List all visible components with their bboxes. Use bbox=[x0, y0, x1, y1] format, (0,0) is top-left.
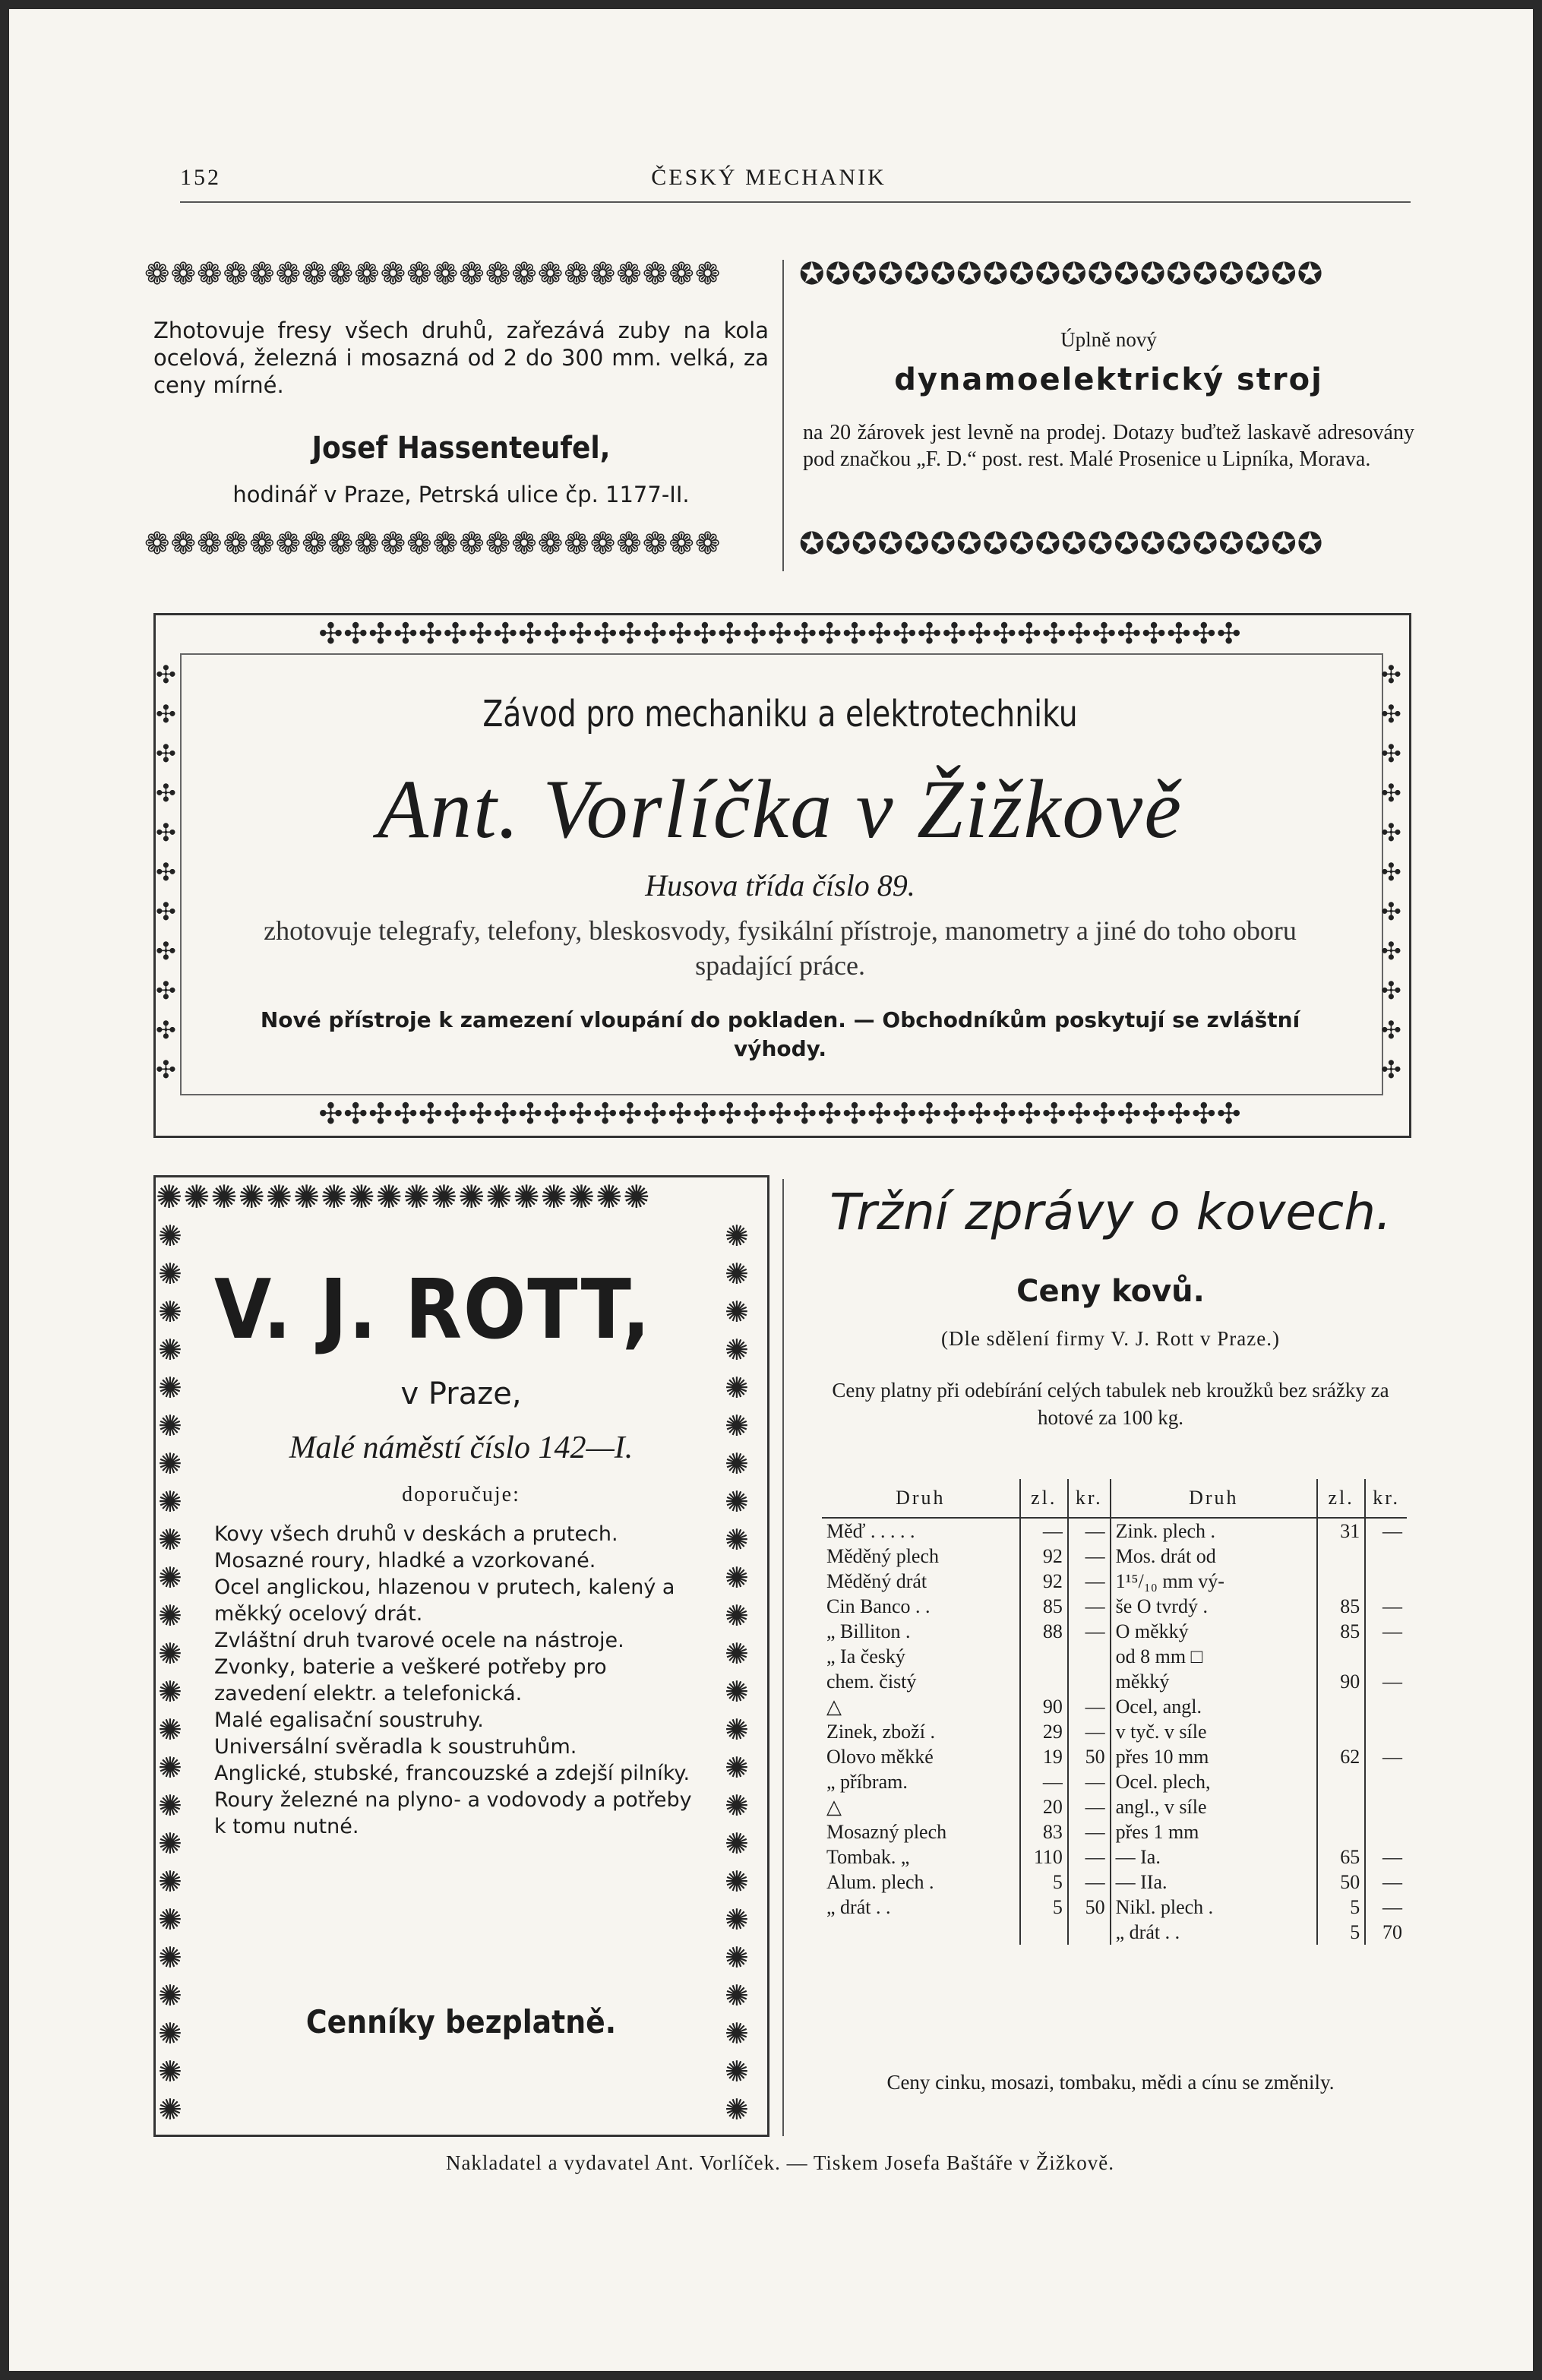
table-cell: „ příbram. bbox=[826, 1771, 908, 1793]
dynamo-title: dynamoelektrický stroj bbox=[894, 362, 1323, 397]
table-row bbox=[822, 1544, 1407, 1569]
table-cell bbox=[1365, 1569, 1407, 1594]
table-cell: — bbox=[1020, 1518, 1068, 1544]
list-item: Universální svěradla k soustruhům. bbox=[214, 1735, 577, 1759]
price-table bbox=[822, 1479, 1407, 1945]
table-cell: 20 bbox=[1020, 1794, 1068, 1819]
table-cell bbox=[1317, 1644, 1365, 1669]
table-row bbox=[822, 1619, 1407, 1644]
list-item: Zvláštní druh tvarové ocele na nástroje. bbox=[214, 1629, 624, 1652]
list-item: Mosazné roury, hladké a vzorkované. bbox=[214, 1549, 596, 1572]
header-rule bbox=[180, 201, 1411, 203]
rott-items bbox=[214, 1521, 693, 1840]
table-header-row bbox=[822, 1479, 1407, 1518]
list-item: Anglické, stubské, francouzské a zdejší pilníky. bbox=[214, 1762, 690, 1785]
table-row bbox=[822, 1594, 1407, 1619]
list-item: Roury železné na plyno- a vodovody a potřeby k tomu nutné. bbox=[214, 1788, 692, 1838]
table-cell bbox=[822, 1920, 1020, 1945]
ornament-border-bottom-right: ✪✪✪✪✪✪✪✪✪✪✪✪✪✪✪✪✪✪✪✪ bbox=[799, 526, 1324, 561]
table-cell: — bbox=[1068, 1619, 1111, 1644]
table-row bbox=[822, 1719, 1407, 1744]
table-cell: 5 bbox=[1020, 1895, 1068, 1920]
table-cell: △ bbox=[826, 1796, 842, 1818]
table-cell bbox=[1365, 1719, 1407, 1744]
table-cell bbox=[1365, 1544, 1407, 1569]
table-cell bbox=[1068, 1920, 1111, 1945]
table-row bbox=[822, 1870, 1407, 1895]
price-table-body bbox=[822, 1518, 1407, 1945]
vorlicka-note: Nové přístroje k zamezení vloupání do pokladen. — Obchodníkům poskytují se zvláštní výhody. bbox=[260, 1007, 1300, 1061]
table-cell bbox=[1317, 1569, 1365, 1594]
market-title: Tržní zprávy o kovech. bbox=[829, 1183, 1392, 1241]
column-header: kr. bbox=[1068, 1479, 1111, 1518]
table-cell bbox=[1317, 1694, 1365, 1719]
vorlicka-address: Husova třída číslo 89. bbox=[645, 868, 915, 902]
table-row bbox=[822, 1769, 1407, 1794]
market-footnote: Ceny cinku, mosazi, tombaku, mědi a cínu se změnily. bbox=[886, 2071, 1335, 2094]
table-cell: — bbox=[1068, 1844, 1111, 1870]
table-cell: Cin Banco . . bbox=[826, 1595, 931, 1617]
column-header: zl. bbox=[1020, 1479, 1068, 1518]
table-cell: měkký bbox=[1111, 1669, 1317, 1694]
table-cell: Zink. plech . bbox=[1111, 1518, 1317, 1544]
table-row bbox=[822, 1569, 1407, 1594]
table-cell: 92 bbox=[1020, 1569, 1068, 1594]
table-cell: v tyč. v síle bbox=[1111, 1719, 1317, 1744]
rott-city: v Praze, bbox=[400, 1376, 522, 1411]
table-cell: 83 bbox=[1020, 1819, 1068, 1844]
table-cell: — bbox=[1068, 1870, 1111, 1895]
table-cell: — IIa. bbox=[1111, 1870, 1317, 1895]
table-cell: přes 10 mm bbox=[1111, 1744, 1317, 1769]
table-cell: Tombak. „ bbox=[826, 1846, 910, 1868]
table-cell: 1¹⁵/₁₀ mm vý- bbox=[1111, 1569, 1317, 1594]
table-cell bbox=[1365, 1644, 1407, 1669]
vorlicka-heading: Závod pro mechaniku a elektrotechniku bbox=[482, 693, 1078, 735]
table-cell: O měkký bbox=[1111, 1619, 1317, 1644]
table-cell bbox=[1365, 1694, 1407, 1719]
table-cell: 29 bbox=[1020, 1719, 1068, 1744]
table-cell: — bbox=[1365, 1844, 1407, 1870]
table-cell: „ Ia český bbox=[826, 1645, 905, 1667]
table-cell bbox=[1365, 1819, 1407, 1844]
hassenteufel-text: Zhotovuje fresy všech druhů, zařezává zuby na kola ocelová, železná i mosazná od 2 do 300 mm. velká, za ceny mírné. bbox=[153, 318, 769, 398]
table-cell bbox=[1317, 1719, 1365, 1744]
table-cell: — bbox=[1068, 1794, 1111, 1819]
table-cell: — bbox=[1365, 1744, 1407, 1769]
table-cell: — bbox=[1068, 1769, 1111, 1794]
table-cell: — bbox=[1365, 1594, 1407, 1619]
table-cell: 5 bbox=[1317, 1895, 1365, 1920]
table-cell: — bbox=[1068, 1819, 1111, 1844]
table-cell bbox=[1317, 1544, 1365, 1569]
ornament-border-bottom-left: ❁❁❁❁❁❁❁❁❁❁❁❁❁❁❁❁❁❁❁❁❁❁ bbox=[144, 526, 722, 561]
table-cell: Mosazný plech bbox=[826, 1821, 947, 1843]
table-cell: angl., v síle bbox=[1111, 1794, 1317, 1819]
table-cell: chem. čistý bbox=[826, 1670, 917, 1693]
running-title: ČESKÝ MECHANIK bbox=[651, 165, 886, 190]
column-header: kr. bbox=[1365, 1479, 1407, 1518]
table-cell: 50 bbox=[1317, 1870, 1365, 1895]
table-row bbox=[822, 1895, 1407, 1920]
table-cell bbox=[1020, 1920, 1068, 1945]
rott-border-right: ✺ ✺ ✺ ✺ ✺ ✺ ✺ ✺ ✺ ✺ ✺ ✺ ✺ ✺ ✺ ✺ ✺ ✺ ✺ ✺ ✺ ✺ ✺ ✺ bbox=[725, 1219, 750, 2126]
page-number: 152 bbox=[180, 165, 221, 190]
table-cell: — bbox=[1365, 1870, 1407, 1895]
table-cell: △ bbox=[826, 1696, 842, 1718]
table-cell: Olovo měkké bbox=[826, 1746, 934, 1768]
vorlicka-border-top: ✣✣✣✣✣✣✣✣✣✣✣✣✣✣✣✣✣✣✣✣✣✣✣✣✣✣✣✣✣✣✣✣✣✣✣✣✣ bbox=[318, 617, 1242, 650]
table-cell: — bbox=[1068, 1569, 1111, 1594]
table-cell: 50 bbox=[1068, 1744, 1111, 1769]
table-cell bbox=[1317, 1794, 1365, 1819]
table-cell bbox=[1068, 1669, 1111, 1694]
table-cell: 90 bbox=[1020, 1694, 1068, 1719]
table-cell: — bbox=[1365, 1518, 1407, 1544]
table-cell: přes 1 mm bbox=[1111, 1819, 1317, 1844]
table-row bbox=[822, 1694, 1407, 1719]
dynamo-intro: Úplně nový bbox=[1060, 328, 1157, 351]
table-cell: še O tvrdý . bbox=[1111, 1594, 1317, 1619]
table-row bbox=[822, 1744, 1407, 1769]
table-cell: 62 bbox=[1317, 1744, 1365, 1769]
market-note: Ceny platny při odebírání celých tabulek neb kroužků bez srážky za hotové za 100 kg. bbox=[832, 1379, 1389, 1429]
table-row bbox=[822, 1844, 1407, 1870]
table-cell: „ Billiton . bbox=[826, 1620, 911, 1642]
table-cell: — bbox=[1365, 1619, 1407, 1644]
table-cell: 19 bbox=[1020, 1744, 1068, 1769]
hassenteufel-address: hodinář v Praze, Petrská ulice čp. 1177-II. bbox=[232, 482, 690, 507]
list-item: Malé egalisační soustruhy. bbox=[214, 1708, 484, 1732]
table-cell: 5 bbox=[1317, 1920, 1365, 1945]
table-cell: — bbox=[1365, 1895, 1407, 1920]
market-source: (Dle sdělení firmy V. J. Rott v Praze.) bbox=[941, 1327, 1280, 1350]
price-table-wrap bbox=[822, 1479, 1407, 1945]
table-cell: 31 bbox=[1317, 1518, 1365, 1544]
table-row bbox=[822, 1669, 1407, 1694]
table-cell: Ocel. plech, bbox=[1111, 1769, 1317, 1794]
rott-border-left: ✺ ✺ ✺ ✺ ✺ ✺ ✺ ✺ ✺ ✺ ✺ ✺ ✺ ✺ ✺ ✺ ✺ ✺ ✺ ✺ ✺ ✺ ✺ ✺ bbox=[158, 1219, 183, 2126]
table-cell bbox=[1317, 1769, 1365, 1794]
vorlicka-border-left: ✣ ✣ ✣ ✣ ✣ ✣ ✣ ✣ ✣ ✣ ✣ bbox=[156, 660, 177, 1084]
table-row bbox=[822, 1518, 1407, 1544]
table-cell: — bbox=[1365, 1669, 1407, 1694]
vorlicka-border-bottom: ✣✣✣✣✣✣✣✣✣✣✣✣✣✣✣✣✣✣✣✣✣✣✣✣✣✣✣✣✣✣✣✣✣✣✣✣✣ bbox=[318, 1097, 1242, 1130]
table-cell: 70 bbox=[1365, 1920, 1407, 1945]
column-header: Druh bbox=[822, 1479, 1020, 1518]
vorlicka-text: zhotovuje telegrafy, telefony, bleskosvody, fysikální přístroje, manometry a jiné do toho oboru spadající práce. bbox=[264, 915, 1297, 981]
list-item: Kovy všech druhů v deskách a prutech. bbox=[214, 1522, 618, 1546]
column-header: Druh bbox=[1111, 1479, 1317, 1518]
table-cell: 50 bbox=[1068, 1895, 1111, 1920]
table-cell: Ocel, angl. bbox=[1111, 1694, 1317, 1719]
table-cell bbox=[1365, 1794, 1407, 1819]
table-cell: Nikl. plech . bbox=[1111, 1895, 1317, 1920]
table-cell: 85 bbox=[1317, 1594, 1365, 1619]
table-cell bbox=[1317, 1819, 1365, 1844]
table-cell: — bbox=[1020, 1769, 1068, 1794]
table-cell: „ drát . . bbox=[1111, 1920, 1317, 1945]
table-row bbox=[822, 1920, 1407, 1945]
table-cell: Zinek, zboží . bbox=[826, 1721, 935, 1743]
table-cell: 90 bbox=[1317, 1669, 1365, 1694]
vorlicka-name: Ant. Vorlíčka v Žižkově bbox=[377, 763, 1183, 855]
table-cell: Měděný plech bbox=[826, 1545, 940, 1567]
ornament-border-top-left: ❁❁❁❁❁❁❁❁❁❁❁❁❁❁❁❁❁❁❁❁❁❁ bbox=[144, 257, 722, 292]
table-cell: 85 bbox=[1317, 1619, 1365, 1644]
table-cell bbox=[1020, 1669, 1068, 1694]
table-cell: 110 bbox=[1020, 1844, 1068, 1870]
table-cell: „ drát . . bbox=[826, 1896, 891, 1918]
column-divider-top bbox=[782, 260, 784, 571]
table-cell: — bbox=[1068, 1694, 1111, 1719]
table-cell: 65 bbox=[1317, 1844, 1365, 1870]
table-cell: Alum. plech . bbox=[826, 1871, 934, 1893]
table-cell: Mos. drát od bbox=[1111, 1544, 1317, 1569]
table-cell: 92 bbox=[1020, 1544, 1068, 1569]
table-cell: Měď . . . . . bbox=[826, 1520, 915, 1542]
table-row bbox=[822, 1644, 1407, 1669]
vorlicka-border-right: ✣ ✣ ✣ ✣ ✣ ✣ ✣ ✣ ✣ ✣ ✣ bbox=[1381, 660, 1402, 1084]
list-item: Zvonky, baterie a veškeré potřeby pro zavedení elektr. a telefonická. bbox=[214, 1655, 607, 1705]
table-cell bbox=[1068, 1644, 1111, 1669]
table-cell: — Ia. bbox=[1111, 1844, 1317, 1870]
rott-recommends: doporučuje: bbox=[402, 1483, 520, 1506]
column-divider-bottom bbox=[782, 1179, 784, 2136]
table-cell: Měděný drát bbox=[826, 1570, 927, 1592]
table-cell: — bbox=[1068, 1518, 1111, 1544]
table-cell: 5 bbox=[1020, 1870, 1068, 1895]
table-cell bbox=[1365, 1769, 1407, 1794]
ornament-border-top-right: ✪✪✪✪✪✪✪✪✪✪✪✪✪✪✪✪✪✪✪✪ bbox=[799, 257, 1324, 292]
column-header: zl. bbox=[1317, 1479, 1365, 1518]
rott-name: V. J. ROTT, bbox=[214, 1263, 652, 1358]
table-cell: od 8 mm □ bbox=[1111, 1644, 1317, 1669]
table-cell: 85 bbox=[1020, 1594, 1068, 1619]
table-row bbox=[822, 1819, 1407, 1844]
rott-border-top: ✺✺✺✺✺✺✺✺✺✺✺✺✺✺✺✺✺✺ bbox=[156, 1179, 651, 1215]
table-cell: 88 bbox=[1020, 1619, 1068, 1644]
list-item: Ocel anglickou, hlazenou v prutech, kalený a měkký ocelový drát. bbox=[214, 1576, 675, 1626]
table-cell bbox=[1020, 1644, 1068, 1669]
table-cell: — bbox=[1068, 1719, 1111, 1744]
table-cell: — bbox=[1068, 1594, 1111, 1619]
page bbox=[9, 9, 1533, 2371]
table-row bbox=[822, 1794, 1407, 1819]
hassenteufel-name: Josef Hassenteufel, bbox=[311, 431, 611, 466]
table-cell: — bbox=[1068, 1544, 1111, 1569]
market-subtitle: Ceny kovů. bbox=[1016, 1274, 1205, 1309]
rott-footer: Cenníky bezplatně. bbox=[305, 2003, 617, 2040]
imprint: Nakladatel a vydavatel Ant. Vorlíček. — Tiskem Josefa Baštáře v Žižkově. bbox=[445, 2151, 1115, 2174]
dynamo-text: na 20 žárovek jest levně na prodej. Dotazy buďtež laskavě adresovány pod značkou „F. D.“ post. rest. Malé Prosenice u Lipníka, Morava. bbox=[803, 421, 1414, 471]
rott-address: Malé náměstí číslo 142—I. bbox=[289, 1430, 634, 1465]
